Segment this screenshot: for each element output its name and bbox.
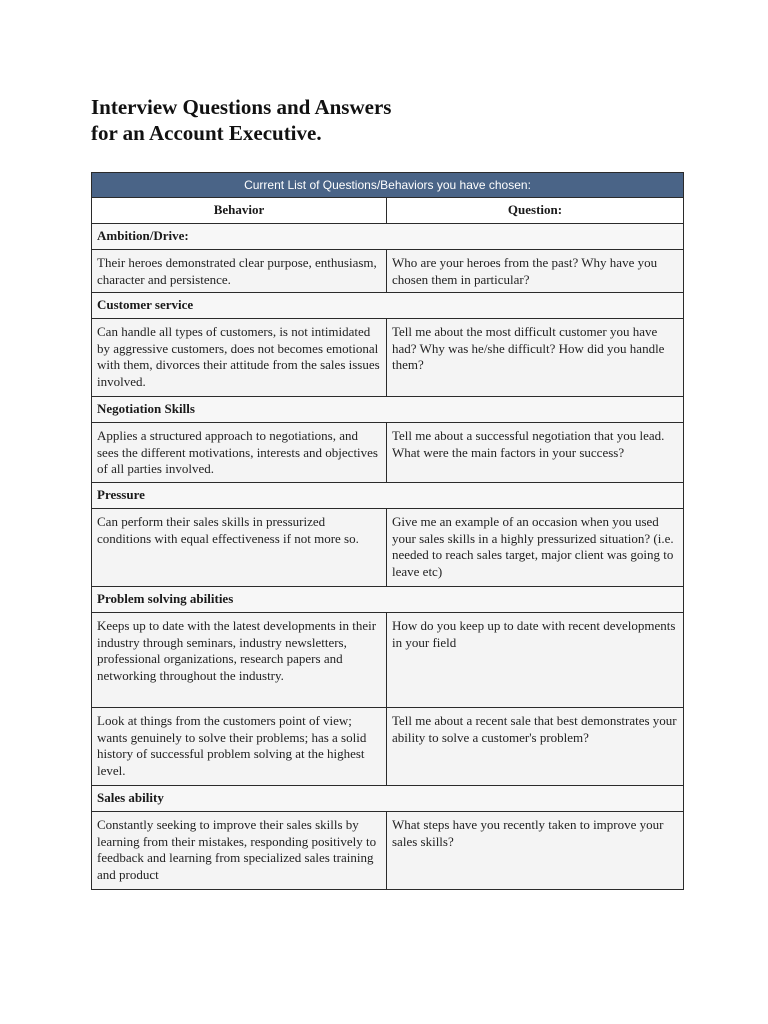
column-header-question: Question:: [387, 198, 684, 224]
category-pressure: Pressure: [92, 483, 684, 509]
behavior-cell: Applies a structured approach to negotiations, and sees the different motivations, interests and objectives of all parties involved.: [92, 423, 387, 483]
category-row: [92, 224, 684, 250]
category-row: [92, 786, 684, 812]
table-row: [92, 613, 684, 708]
category-negotiation-skills: Negotiation Skills: [92, 397, 684, 423]
category-row: [92, 587, 684, 613]
table-row: [92, 708, 684, 786]
question-cell: Tell me about a recent sale that best demonstrates your ability to solve a customer's problem?: [387, 708, 684, 786]
table-row: [92, 250, 684, 293]
category-sales-ability: Sales ability: [92, 786, 684, 812]
category-customer-service: Customer service: [92, 293, 684, 319]
behavior-cell: Can perform their sales skills in pressurized conditions with equal effectiveness if not more so.: [92, 509, 387, 587]
behavior-cell: Can handle all types of customers, is not intimidated by aggressive customers, does not becomes emotional with them, divorces their attitude from the sales issues involved.: [92, 319, 387, 397]
behavior-cell: Their heroes demonstrated clear purpose, enthusiasm, character and persistence.: [92, 250, 387, 293]
table-row: [92, 423, 684, 483]
question-cell: Tell me about a successful negotiation that you lead. What were the main factors in your success?: [387, 423, 684, 483]
category-row: [92, 397, 684, 423]
questions-table: [91, 172, 684, 890]
table-row: [92, 812, 684, 890]
category-row: [92, 483, 684, 509]
question-cell: What steps have you recently taken to improve your sales skills?: [387, 812, 684, 890]
table-banner-row: [92, 173, 684, 198]
category-row: [92, 293, 684, 319]
category-ambition-drive: Ambition/Drive:: [92, 224, 684, 250]
column-header-behavior: Behavior: [92, 198, 387, 224]
question-cell: Tell me about the most difficult customer you have had? Why was he/she difficult? How did you handle them?: [387, 319, 684, 397]
category-problem-solving: Problem solving abilities: [92, 587, 684, 613]
question-cell: How do you keep up to date with recent developments in your field: [387, 613, 684, 708]
behavior-cell: Constantly seeking to improve their sales skills by learning from their mistakes, responding positively to feedback and learning from specialized sales training and product: [92, 812, 387, 890]
question-cell: Give me an example of an occasion when you used your sales skills in a highly pressurized situation? (i.e. needed to reach sales target, major client was going to leave etc): [387, 509, 684, 587]
behavior-cell: Look at things from the customers point of view; wants genuinely to solve their problems; has a solid history of successful problem solving at the highest level.: [92, 708, 387, 786]
table-banner: Current List of Questions/Behaviors you have chosen:: [92, 173, 684, 198]
document-title: [91, 94, 391, 146]
behavior-cell: Keeps up to date with the latest developments in their industry through seminars, industry newsletters, professional organizations, research papers and networking throughout the industry.: [92, 613, 387, 708]
question-cell: Who are your heroes from the past? Why have you chosen them in particular?: [387, 250, 684, 293]
document-title-line-2: for an Account Executive.: [91, 121, 322, 145]
table-header-row: [92, 198, 684, 224]
table-row: [92, 509, 684, 587]
document-title-line-1: Interview Questions and Answers: [91, 95, 392, 119]
table-row: [92, 319, 684, 397]
